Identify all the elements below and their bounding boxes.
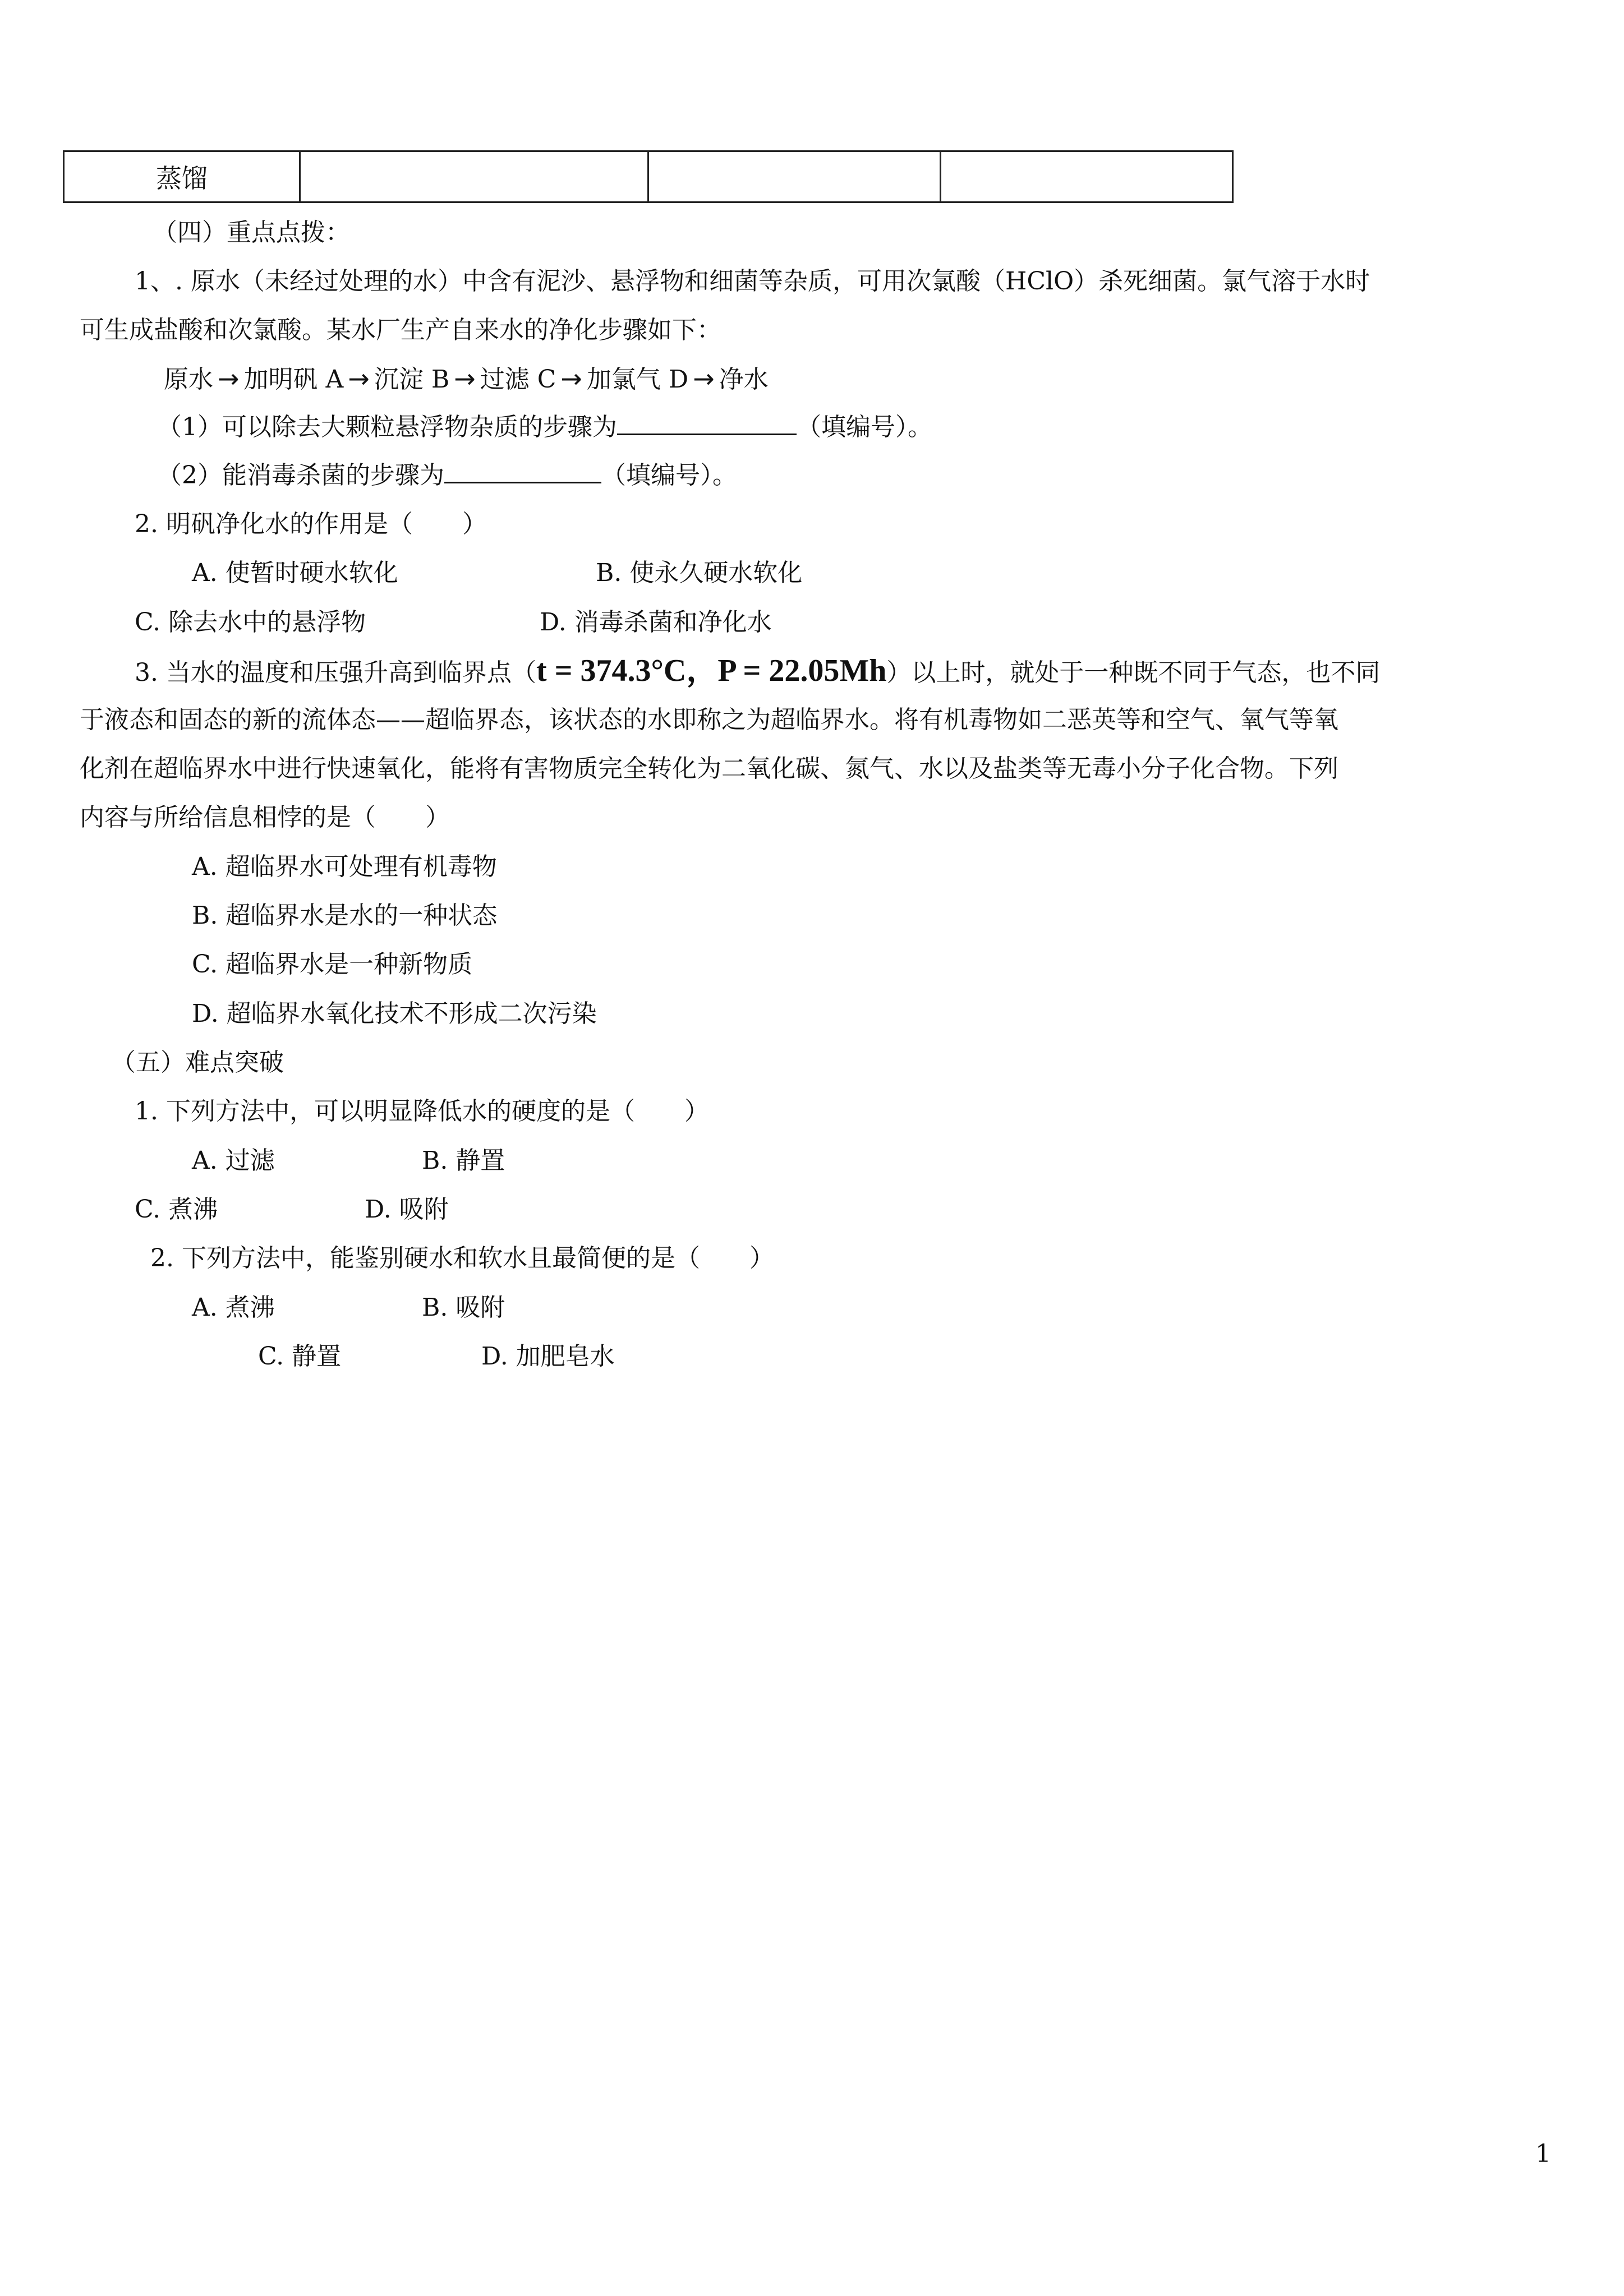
- q4-2-option-c[interactable]: C. 除去水中的悬浮物: [135, 608, 366, 637]
- q5-2-option-d[interactable]: D. 加肥皂水: [481, 1342, 615, 1371]
- q4-2-option-a[interactable]: A. 使暂时硬水软化: [192, 559, 398, 587]
- q5-2-option-c[interactable]: C. 静置: [258, 1342, 342, 1371]
- arrow-right-icon: →: [693, 363, 715, 394]
- arrow-right-icon: →: [348, 363, 370, 394]
- flow-step: 原水: [164, 365, 213, 394]
- sub1-prefix: （1）可以除去大颗粒悬浮物杂质的步骤为: [157, 413, 617, 441]
- table-cell: [648, 151, 941, 202]
- arrow-right-icon: →: [560, 363, 582, 394]
- q4-1-stem-line2: 可生成盐酸和次氯酸。某水厂生产自来水的净化步骤如下：: [80, 316, 721, 344]
- table-cell-label: 蒸馏: [64, 151, 300, 202]
- answer-blank[interactable]: [444, 459, 601, 483]
- q4-1-sub2: [157, 459, 737, 492]
- purification-flow: [164, 362, 769, 397]
- q3-prefix: 3. 当水的温度和压强升高到临界点（: [135, 658, 536, 687]
- q4-3-option-d[interactable]: D. 超临界水氧化技术不形成二次污染: [192, 999, 597, 1028]
- flow-step: 加氯气 D: [586, 365, 689, 394]
- q4-3-option-a[interactable]: A. 超临界水可处理有机毒物: [192, 852, 497, 881]
- q4-3-option-c[interactable]: C. 超临界水是一种新物质: [192, 950, 473, 979]
- table-row: [64, 151, 1233, 202]
- answer-blank[interactable]: [617, 411, 797, 435]
- q5-2-option-a[interactable]: A. 煮沸: [192, 1293, 275, 1322]
- flow-step: 净水: [719, 365, 769, 394]
- table-cell: [300, 151, 648, 202]
- q4-1-sub1: [157, 411, 932, 444]
- q4-2-option-d[interactable]: D. 消毒杀菌和净化水: [540, 608, 772, 637]
- q5-1-stem: 1. 下列方法中，可以明显降低水的硬度的是（ ）: [135, 1097, 709, 1126]
- table-cell: [941, 151, 1233, 202]
- sub1-suffix: （填编号）。: [797, 413, 932, 441]
- q5-1-option-d[interactable]: D. 吸附: [365, 1195, 449, 1224]
- q5-2-option-b[interactable]: B. 吸附: [422, 1293, 505, 1322]
- arrow-right-icon: →: [454, 363, 476, 394]
- flow-step: 加明矾 A: [243, 365, 344, 394]
- q5-1-option-b[interactable]: B. 静置: [422, 1146, 505, 1175]
- distillation-table-row: [63, 150, 1234, 203]
- q3-suffix: ）以上时，就处于一种既不同于气态，也不同: [886, 658, 1381, 687]
- q4-2-option-b[interactable]: B. 使永久硬水软化: [596, 559, 803, 587]
- q4-3-stem-line2: 于液态和固态的新的流体态——超临界态，该状态的水即称之为超临界水。将有机毒物如二恶英等和空气、氧气等氧: [80, 706, 1338, 734]
- section5-heading: （五）难点突破: [111, 1048, 284, 1077]
- section4-heading: （四）重点点拨：: [153, 218, 350, 247]
- q4-1-stem-line1: 1、. 原水（未经过处理的水）中含有泥沙、悬浮物和细菌等杂质，可用次氯酸（HClO）杀死细菌。氯气溶于水时: [135, 267, 1370, 296]
- q5-1-option-c[interactable]: C. 煮沸: [135, 1195, 218, 1224]
- q4-3-stem-line3: 化剂在超临界水中进行快速氧化，能将有害物质完全转化为二氧化碳、氮气、水以及盐类等无毒小分子化合物。下列: [80, 754, 1338, 783]
- q5-2-stem: 2. 下列方法中，能鉴别硬水和软水且最简便的是（ ）: [150, 1244, 774, 1273]
- q5-1-option-a[interactable]: A. 过滤: [192, 1146, 275, 1175]
- q4-2-stem: 2. 明矾净化水的作用是（ ）: [135, 510, 487, 538]
- critical-point-formula: t = 374.3°C，P = 22.05Mh: [536, 653, 887, 688]
- sub2-prefix: （2）能消毒杀菌的步骤为: [157, 461, 444, 490]
- q4-3-stem-line1: [135, 654, 1380, 690]
- q4-3-option-b[interactable]: B. 超临界水是水的一种状态: [192, 901, 498, 930]
- flow-step: 沉淀 B: [374, 365, 450, 394]
- q4-3-stem-line4: 内容与所给信息相悖的是（ ）: [80, 803, 450, 832]
- page-number: 1: [1535, 2140, 1551, 2168]
- sub2-suffix: （填编号）。: [601, 461, 737, 490]
- flow-step: 过滤 C: [480, 365, 556, 394]
- arrow-right-icon: →: [218, 363, 240, 394]
